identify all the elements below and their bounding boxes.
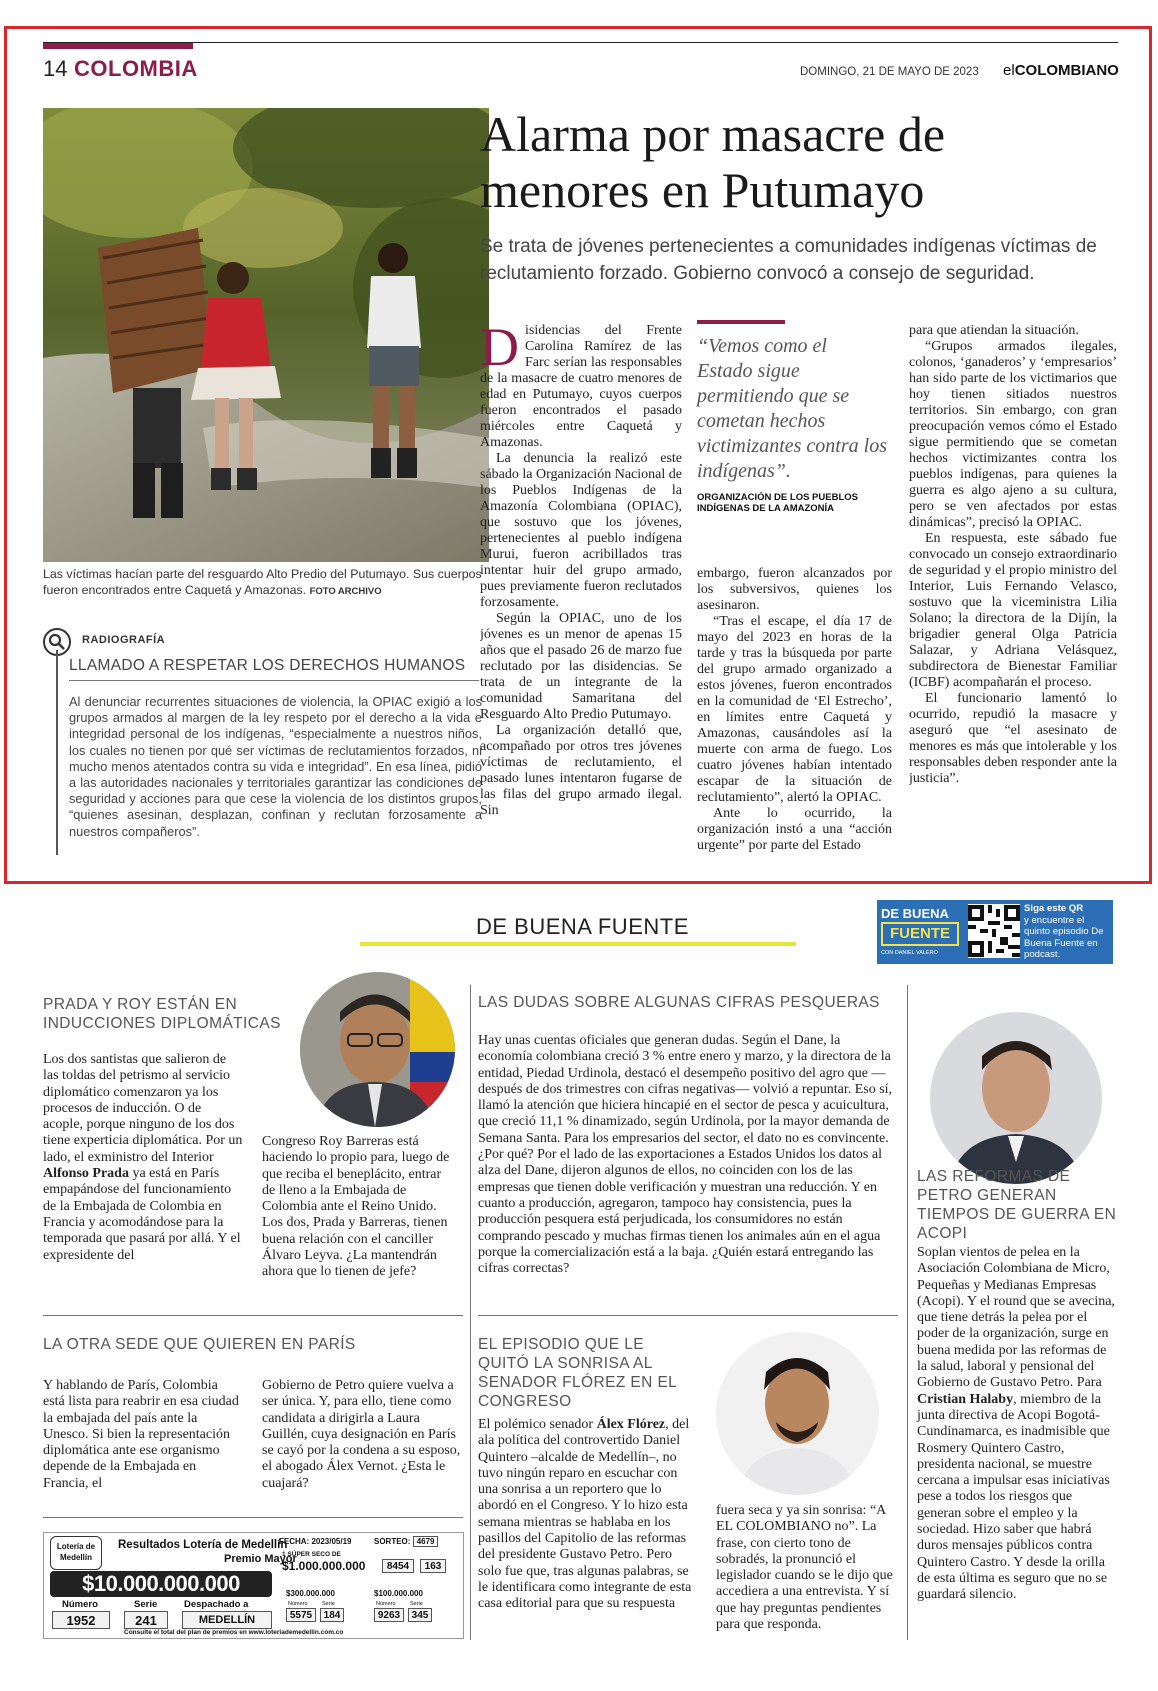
lottery-title: Resultados Lotería de Medellín [118, 1539, 288, 1551]
seco2-serie: 345 [408, 1608, 432, 1622]
dbf-logo-main: FUENTE [881, 922, 959, 946]
lottery-sorteo: SORTEO: 4679 [374, 1537, 438, 1546]
paris-title: LA OTRA SEDE QUE QUIEREN EN PARÍS [43, 1336, 356, 1353]
prada-portrait [300, 972, 455, 1127]
seco2-amount: $100.000.000 [374, 1589, 423, 1598]
section-name: COLOMBIA [74, 56, 198, 81]
man-glasses-portrait-icon [300, 972, 455, 1127]
lottery-subtitle: Premio Mayor [224, 1553, 297, 1565]
acopi-body: Soplan vientos de pelea en la Asociación Colombiana de Micro, Pequeñas y Medianas Empresas (Acopi). Y el round que se avecina, que tiene detrás la pelea por el poder de la organización, surge en buena medida por las reformas de la salud, laboral y pensional del Gobierno de Gustavo Petro. Para Cristian Halaby, miembro de la junta directiva de Acopi Bogotá-Cundinamarca, es inadmisible que Rosmery Quintero Castro, presidenta nacional, se muestre cercana a impulsar esas iniciativas pese a todos los riesgos que generan sobre el empleo y la sociedad. Hizo saber que habrá duros mensajes públicos contra Quintero Castro. Y desde la orilla de esta última es seguro que no se guardará silencio. [917, 1245, 1115, 1603]
pesca-body: Hay unas cuentas oficiales que generan dudas. Según el Dane, la economía colombiana creció 3 % entre enero y marzo, y la directora de la entidad, Piedad Urdinola, destacó el desempeño positivo del agro que —después de dos trimestres con cifras negativas— volvió a repuntar. Eso sí, llamó la atención que hiciera hincapié en el sector de pesca y acuicultura, que creció 11,1 % dinamizado, según Urdinola, por la mayor demanda de Semana Santa. Para los empresarios del sector, el dato no es convincente. ¿Por qué? Por el lado de las exportaciones a Estados Unidos los datos al alza del Dane, dijeron algunos de ellos, no coinciden con los de las empresas que tienen doble verificación y muestran una reducción. Y en cuanto a producción, agregaron, tampoco hay consistencia, pues la producción pesquera está perjudicada, los consumidores no están comprando pescado y muchas firmas tienen los animales aún en el agua porque la comercialización está a la baja. ¿Quién estará entregando las cifras correctas? [478, 1033, 893, 1277]
article-col-2: embargo, fueron alcanzados por los subversivos, quienes los asesinaron. “Tras el escape, el día 17 de mayo del 2023 en horas de la tarde y tras la búsqueda por parte del grupo armado organizado a estos jóvenes, fueron encontrados en la comunidad de ‘El Estrecho’, en límites entre Caquetá y Amazonas, causándoles así la muerte con arma de fuego. Los cuatro jóvenes habían intentado escapar de la situación de reclutamiento”, alertó la OPIAC. Ante lo ocurrido, la organización instó a una “acción urgente” por parte del Estado [697, 566, 892, 853]
dbf-title: DE BUENA FUENTE [476, 914, 689, 939]
florez-title: EL EPISODIO QUE LE QUITÓ LA SONRISA AL SENADOR FLÓREZ EN EL CONGRESO [478, 1336, 677, 1410]
seco2-numero: 9263 [374, 1608, 404, 1622]
lottery-despachado: MEDELLÍN [182, 1611, 272, 1629]
seco1-numero-label: Número [288, 1601, 308, 1607]
dbf-rule [360, 942, 796, 946]
article-col-1: D isidencias del Frente Carolina Ramírez de las Farc serían las responsables de la masacre de cuatro menores de edad en Putumayo, cuyos cuerpos fueron encontrados el pasado miércoles entre Caquetá y Amazonas. La denuncia la realizó este sábado la Organización Nacional de los Pueblos Indígenas de la Amazonía Colombiana (OPIAC), que sostuvo que los jóvenes, pertenecientes al pueblo indígena Murui, fueron acribillados tras intentar huir del grupo armado, pues previamente fueron reclutados forzosamente. Según la OPIAC, uno de los jóvenes es un menor de apenas 15 años que el pasado 26 de marzo fue reclutado por las disidencias. Se trata de un integrante de la comunidad Samaritana del Resguardo Alto Predio Putumayo. La organización detalló que, acompañado por otros tres jóvenes víctimas de reclutamiento, el pasado lunes intentaron fugarse de las filas del grupo armado ilegal. Sin [480, 323, 682, 818]
article-col-3: para que atiendan la situación. “Grupos armados ilegales, colonos, ‘ganaderos’ y ‘empresarios’ han sido parte de los victimarios que hoy tienen sitiados nuestros territorios. Sin embargo, con gran preocupación vemos cómo el Estado sigue permitiendo que se cometan hechos victimizantes contra los pueblos indígenas, para quienes la guerra es algo ajeno a su cultura, pero se ven afectados por estas dinámicas”, precisó la OPIAC. En respuesta, este sábado fue convocado un consejo extraordinario de seguridad y el propio ministro del Interior, Luis Fernando Velasco, sostuvo que la viceministra Lilia Solano; la directora de la Dijín, la brigadier general Olga Patricia Salazar, y Adriana Velásquez, subdirectora de Bienestar Familiar (ICBF) acompañarán el proceso. El funcionario lamentó lo ocurrido, repudió la masacre y aseguró que “el asesinato de menores es más que intolerable y los responsables deben responder ante la justicia”. [909, 323, 1117, 786]
prada-col-a: Los dos santistas que salieron de las toldas del petrismo al servicio diplomático comenzaron ya los procesos de inducción. O de acople, porque ninguno de los dos tiene experticia diplomática. Por un lado, el exministro del Interior Alfonso Prada ya está en París empapándose del funcionamiento de la Embajada de Colombia en Francia y acomodándose para la temporada que pasará por allá. Y el expresidente del [43, 1052, 243, 1263]
radiografia-label: RADIOGRAFÍA [82, 634, 166, 646]
florez-col-a: El polémico senador Álex Flórez, del ala política del controvertido Daniel Quintero –alcalde de Medellín–, no tuvo ningún reparo en escuchar con una sonrisa a un reportero que lo abordó en el Congreso. Y lo hizo esta semana mientras se hablaba en los pasillos del Capitolio de las reformas del presidente Gustavo Petro. Pero solo fue que, tras algunas palabras, se le identificara como integrante de esta casa editorial para que su respuesta [478, 1417, 692, 1612]
qr-code-icon[interactable] [968, 904, 1020, 958]
header-rule [43, 42, 1118, 43]
dbf-logo-top: DE BUENA [881, 906, 949, 921]
lottery-serie: 241 [124, 1611, 168, 1629]
radiografia-bar [56, 650, 58, 855]
lottery-numero: 1952 [52, 1611, 110, 1629]
page-number: 14 [43, 56, 68, 81]
man-portrait-icon [930, 1012, 1102, 1184]
dbf-logo-sub: CON DANIEL VALERO [881, 950, 938, 956]
pesca-title: LAS DUDAS SOBRE ALGUNAS CIFRAS PESQUERAS [478, 994, 880, 1011]
serie-label: Serie [134, 1599, 158, 1610]
young-man-portrait-icon [716, 1332, 879, 1495]
quote-source: ORGANIZACIÓN DE LOS PUEBLOS INDÍGENAS DE LA AMAZONÍA [697, 492, 858, 514]
lottery-fecha: FECHA: 2023/05/19 [279, 1537, 352, 1546]
column-divider [470, 985, 471, 1640]
seco1-serie: 184 [320, 1608, 344, 1622]
super-amount: $1.000.000.000 [282, 1559, 366, 1573]
radiografia-rule [69, 680, 479, 681]
lottery-footer[interactable]: Consulte el total del plan de premios en www.loteriademedellin.com.co [124, 1629, 344, 1636]
dropcap: D [480, 323, 519, 377]
photo-credit-archivo: ARCHIVO [337, 586, 382, 597]
column-divider [907, 985, 908, 1640]
prada-title: PRADA Y ROY ESTÁN EN INDUCCIONES DIPLOMÁTICAS [43, 996, 281, 1032]
article-photo [43, 108, 489, 562]
seco2-numero-label: Número [376, 1601, 396, 1607]
deck: Se trata de jóvenes pertenecientes a comunidades indígenas víctimas de reclutamiento forzado. Gobierno convocó a consejo de seguridad. [480, 236, 1097, 284]
row-divider [43, 1315, 463, 1316]
acopi-title: LAS REFORMAS DE PETRO GENERAN TIEMPOS DE GUERRA EN ACOPI [917, 1168, 1117, 1242]
photo-caption: Las víctimas hacían parte del resguardo Alto Predio del Putumayo. Sus cuerpos fueron encontrados entre Caquetá y Amazonas. FOTO ARCHIVO [43, 567, 482, 597]
florez-portrait [716, 1332, 879, 1495]
super-label: 1 SÚPER SECO DE [282, 1551, 341, 1558]
seco1-numero: 5575 [286, 1608, 316, 1622]
seco2-serie-label: Serie [410, 1601, 423, 1607]
photo-credit-foto: FOTO [309, 586, 336, 597]
acopi-portrait [930, 1012, 1102, 1184]
qr-text: Siga este QR y encuentre el quinto episodio De Buena Fuente en podcast. [1024, 903, 1104, 960]
lottery-logo: Lotería de Medellín [50, 1536, 102, 1570]
super-serie: 163 [420, 1559, 446, 1573]
headline: Alarma por masacre de menores en Putumayo [480, 106, 946, 218]
lottery-amount: $10.000.000.000 [50, 1571, 272, 1597]
seco1-amount: $300.000.000 [286, 1589, 335, 1598]
radiografia-body: Al denunciar recurrentes situaciones de violencia, la OPIAC exigió a los grupos armados al margen de la ley respeto por el derecho a la vida e integridad personal de los indígenas, “especialmente a nuestros niños, los cuales no tienen por qué ser víctimas de reclutamientos forzados, ni mucho menos atentados contra su vida e integridad”. En esa línea, pidió a las autoridades nacionales y territoriales garantizar las condiciones de seguridad y acciones para que cese la violencia de los distintos grupos, “quienes asesinan, desplazan, confinan y reclutan forzosamente a nuestros compañeros”. [69, 694, 482, 839]
pull-quote: “Vemos como el Estado sigue permitiendo que se cometan hechos victimizantes contra los indígenas”. [697, 335, 887, 482]
brand-logo: elCOLOMBIANO [1003, 62, 1119, 79]
florez-col-b: fuera seca y ya sin sonrisa: “A EL COLOMBIANO no”. La frase, con cierto tono de sobradés, la pronunció el legislador cuando se le dijo que accediera a una entrevista. Y sí que hay preguntas pendientes para que responda. [716, 1503, 893, 1633]
header-accent [43, 43, 193, 49]
super-numero: 8454 [382, 1559, 414, 1573]
quote-rule [697, 320, 785, 324]
paris-col-a: Y hablando de París, Colombia está lista para reabrir en esa ciudad la embajada del país ante la Unesco. Si bien la representación diplomática ante ese organismo depende de la Embajada en Francia, el [43, 1378, 239, 1491]
paris-col-b: Gobierno de Petro quiere vuelva a ser única. Y, para ello, tiene como candidata a dirigirla a Laura Guillén, cuya designación en París se cayó por la condena a su esposo, el abogado Álex Vernot. ¿Esta le cuajará? [262, 1378, 461, 1491]
radiografia-title: LLAMADO A RESPETAR LOS DERECHOS HUMANOS [69, 657, 466, 674]
row-divider [43, 1517, 463, 1518]
despachado-label: Despachado a [184, 1599, 249, 1610]
children-walking-photo [43, 108, 489, 562]
page-date: DOMINGO, 21 DE MAYO DE 2023 [800, 66, 979, 78]
row-divider [478, 1315, 898, 1316]
lottery-results [43, 1532, 464, 1639]
seco1-serie-label: Serie [322, 1601, 335, 1607]
numero-label: Número [62, 1599, 98, 1610]
prada-col-b: Congreso Roy Barreras está haciendo lo propio para, luego de que reciba el beneplácito, entrar de lleno a la Embajada de Colombia ante el Reino Unido. Los dos, Prada y Barreras, tienen buena relación con el canciller Álvaro Leyva. ¿La mantendrán ahora que lo tienen de jefe? [262, 1134, 450, 1280]
